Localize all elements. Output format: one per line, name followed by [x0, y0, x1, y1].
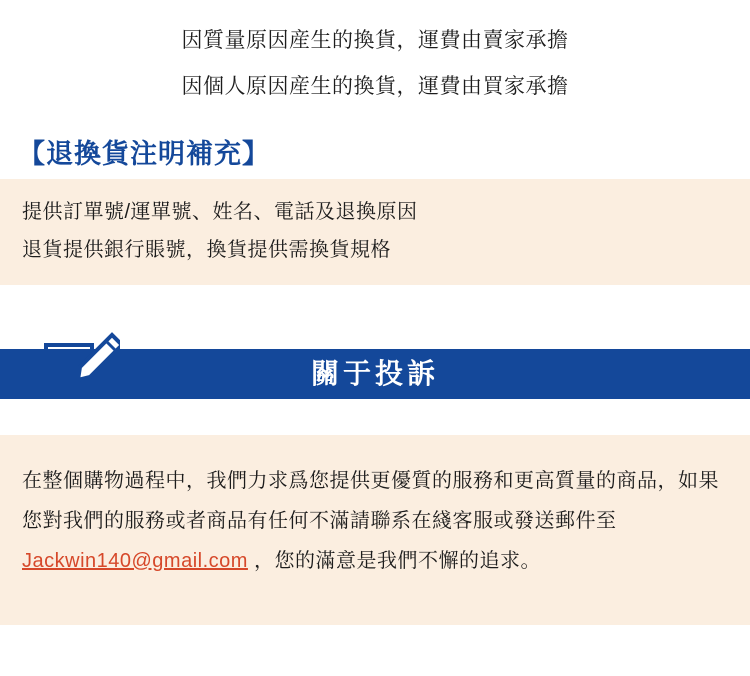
complaint-text-box	[0, 435, 750, 625]
exchange-note-heading: 【退換貨注明補充】	[18, 139, 270, 169]
exchange-note-line: 退貨提供銀行賬號，換貨提供需換貨規格	[22, 239, 391, 261]
return-policy-line: 因質量原因産生的換貨，運費由賣家承擔	[181, 29, 569, 52]
complaint-banner	[0, 327, 750, 405]
return-policy-line: 因個人原因産生的換貨，運費由買家承擔	[181, 75, 569, 98]
banner-title: 關于投訴	[310, 358, 439, 389]
complaint-text-before-email: 在整個購物過程中，我們力求爲您提供更優質的服務和更高質量的商品，如果您對我們的服務或者商品有任何不滿請聯系在綫客服或發送郵件至	[22, 470, 719, 532]
complaint-paragraph	[22, 461, 728, 581]
complaint-text-after-email: ，您的滿意是我們不懈的追求。	[247, 550, 541, 572]
exchange-note-line: 提供訂單號/運單號、姓名、電話及退換原因	[22, 201, 418, 223]
pencil-note-icon	[36, 327, 120, 405]
return-policy-lines	[0, 0, 750, 110]
exchange-note-box	[0, 179, 750, 285]
support-email-link[interactable]: Jackwin140@gmail.com	[22, 550, 248, 572]
